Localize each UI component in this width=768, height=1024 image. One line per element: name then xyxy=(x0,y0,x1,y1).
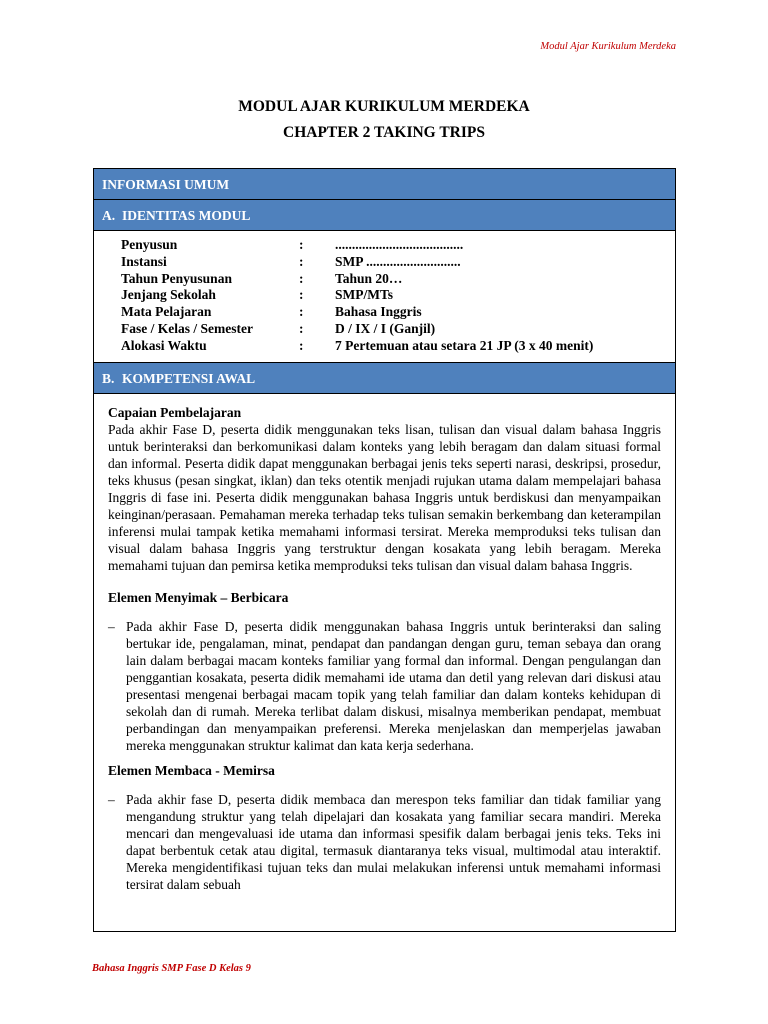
identitas-modul-bar xyxy=(94,200,675,231)
identity-label: Mata Pelajaran xyxy=(121,304,212,320)
identity-value: Bahasa Inggris xyxy=(335,304,422,320)
footer: Bahasa Inggris SMP Fase D Kelas 9 xyxy=(92,963,251,974)
identity-row xyxy=(121,321,675,338)
kompetensi-body xyxy=(94,394,675,893)
identity-row xyxy=(121,287,675,304)
membaca-paragraph: Pada akhir fase D, peserta didik membaca dan merespon teks familiar dan tidak familiar yang mengandung struktur yang telah dipelajari dan kosakata yang familiar secara mandiri. Mereka mencari dan mengevaluasi ide utama dan informasi spesifik dalam berbagai jenis teks. Teks ini dapat berbentuk cetak atau digital, termasuk diantaranya teks visual, multimodal atau interaktif. Mereka mengidentifikasi tujuan teks dan mulai melakukan inferensi untuk memahami informasi tersirat dalam sebuah xyxy=(126,791,661,892)
dash-bullet-icon: – xyxy=(108,618,115,634)
identity-label: Fase / Kelas / Semester xyxy=(121,320,253,336)
title-line-2: CHAPTER 2 TAKING TRIPS xyxy=(283,124,485,141)
identity-value: Tahun 20… xyxy=(335,270,403,286)
identity-row xyxy=(121,237,675,254)
identity-value: D / IX / I (Ganjil) xyxy=(335,320,436,336)
running-header: Modul Ajar Kurikulum Merdeka xyxy=(540,41,676,52)
identity-row xyxy=(121,304,675,321)
dash-bullet-icon: – xyxy=(108,791,115,807)
identity-label: Alokasi Waktu xyxy=(121,337,207,353)
module-table xyxy=(93,168,676,932)
identity-label: Jenjang Sekolah xyxy=(121,287,216,303)
membaca-bullet xyxy=(108,791,661,893)
capaian-heading: Capaian Pembelajaran xyxy=(108,404,242,420)
identity-row xyxy=(121,254,675,271)
identity-colon: : xyxy=(299,270,304,286)
membaca-heading: Elemen Membaca - Memirsa xyxy=(108,762,275,778)
capaian-paragraph: Pada akhir Fase D, peserta didik menggunakan teks lisan, tulisan dan visual dalam bahasa Inggris untuk berinteraksi dan berkomunikasi dalam konteks yang lebih beragam dan dalam situasi formal dan informal. Peserta didik dapat menggunakan berbagai jenis teks seperti narasi, deskripsi, prosedur, teks khusus (pesan singkat, iklan) dan teks otentik menjadi rujukan utama dalam mempelajari bahasa Inggris di fase ini. Peserta didik menggunakan bahasa Inggris untuk berdiskusi dan menyampaikan keinginan/perasaan. Pemahaman mereka terhadap teks tulisan semakin berkembang dan keterampilan inferensi mulai tampak ketika memahami informasi tersirat. Mereka memproduksi teks tulisan dan visual dalam bahasa Inggris yang terstruktur dengan kosakata yang lebih beragam. Mereka memahami tujuan dan pemirsa ketika memproduksi teks tulisan dan visual dalam bahasa Inggris. xyxy=(108,421,661,573)
document-title xyxy=(0,94,768,146)
identity-row xyxy=(121,271,675,288)
identitas-modul-label: IDENTITAS MODUL xyxy=(122,208,251,223)
menyimak-heading: Elemen Menyimak – Berbicara xyxy=(108,589,289,605)
identity-colon: : xyxy=(299,304,304,320)
informasi-umum-label: INFORMASI UMUM xyxy=(102,177,230,192)
section-letter: B. xyxy=(102,370,115,386)
identity-value: ...................................... xyxy=(335,237,464,252)
identity-value: 7 Pertemuan atau setara 21 JP (3 x 40 menit) xyxy=(335,337,594,353)
identity-row xyxy=(121,338,675,355)
identity-colon: : xyxy=(299,237,304,252)
identity-list xyxy=(94,231,675,363)
identity-label: Penyusun xyxy=(121,237,178,252)
informasi-umum-bar xyxy=(94,169,675,200)
identity-colon: : xyxy=(299,320,304,336)
identity-value: SMP ............................ xyxy=(335,253,461,269)
identity-colon: : xyxy=(299,287,304,303)
kompetensi-awal-bar xyxy=(94,363,675,394)
identity-colon: : xyxy=(299,337,304,353)
identity-value: SMP/MTs xyxy=(335,287,394,303)
section-letter: A. xyxy=(102,208,116,223)
identity-label: Tahun Penyusunan xyxy=(121,270,232,286)
identity-label: Instansi xyxy=(121,253,167,269)
kompetensi-awal-label: KOMPETENSI AWAL xyxy=(122,370,256,386)
menyimak-paragraph: Pada akhir Fase D, peserta didik menggunakan bahasa Inggris untuk berinteraksi dan saling bertukar ide, pengalaman, minat, pendapat dan pandangan dengan guru, teman sebaya dan orang lain dalam berbagai macam konteks familiar yang formal dan informal. Dengan pengulangan dan penggantian kosakata, peserta didik memahami ide utama dan detil yang relevan dari diskusi atau presentasi mengenai berbagai macam topik yang telah familiar dan dalam konteks kehidupan di sekolah dan di rumah. Mereka terlibat dalam diskusi, misalnya memberikan pendapat, membuat perbandingan dan menyampaikan preferensi. Mereka menjelaskan dan memperjelas jawaban mereka menggunakan struktur kalimat dan kata kerja sederhana. xyxy=(126,618,661,753)
title-line-1: MODUL AJAR KURIKULUM MERDEKA xyxy=(238,98,530,115)
menyimak-bullet xyxy=(108,618,661,754)
identity-colon: : xyxy=(299,253,304,269)
